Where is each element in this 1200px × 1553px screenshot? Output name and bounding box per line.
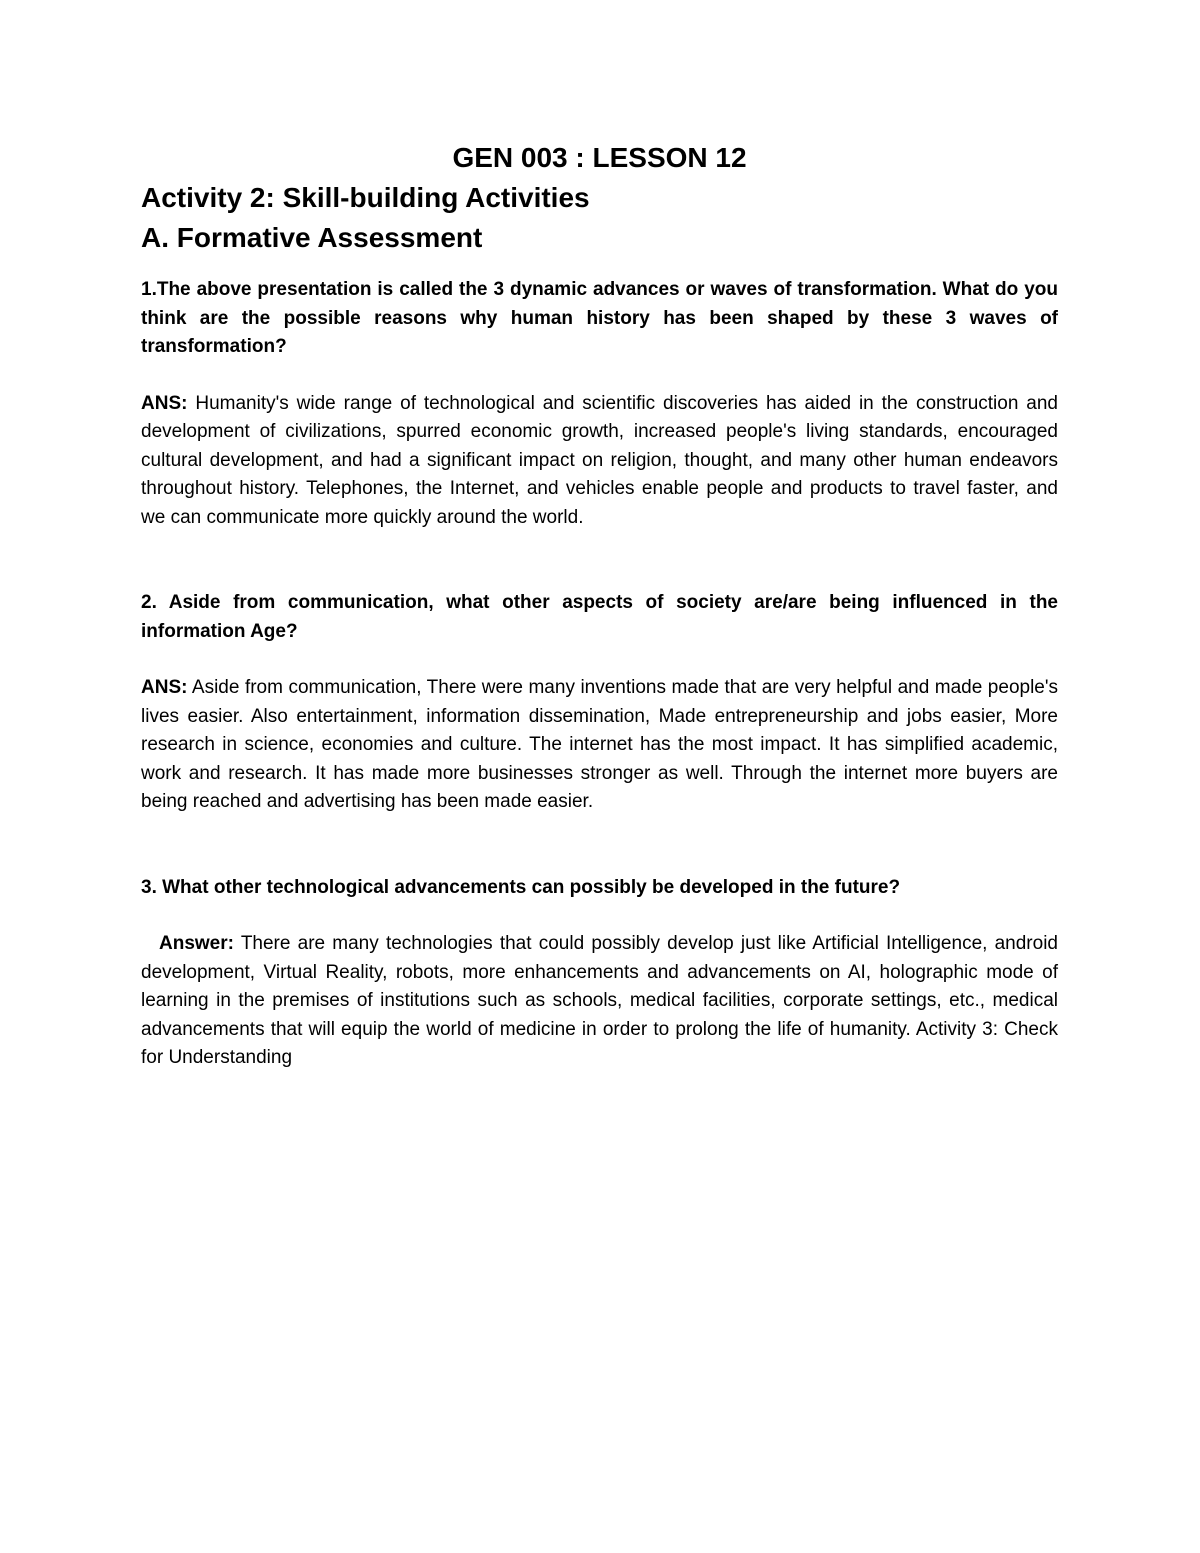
answer-1-text: Humanity's wide range of technological and scientific discoveries has aided in the construction and development of civilizations, spurred economic growth, increased people's living standards, encouraged cultural development, and had a significant impact on religion, thought, and many other human endeavors throughout history. Telephones, the Internet, and vehicles enable people and products to travel faster, and we can communicate more quickly around the world. [141,392,1058,528]
answer-1 [141,390,1058,533]
answer-1-label: ANS: [141,392,188,414]
page-title: GEN 003 : LESSON 12 [452,142,747,173]
activity-heading: Activity 2: Skill-building Activities [141,182,590,213]
answer-3 [141,930,1058,1073]
question-2: 2. Aside from communication, what other aspects of society are/are being influenced in the information Age? [141,592,1058,642]
answer-3-label: Answer: [159,933,234,954]
section-heading: A. Formative Assessment [141,222,483,253]
document-content [141,138,1058,1073]
answer-2 [141,674,1058,817]
question-3: 3. What other technological advancements can possibly be developed in the future? [141,876,901,898]
answer-3-text: There are many technologies that could possibly develop just like Artificial Intelligence, android development, Virtual Reality, robots, more enhancements and advancements on AI, holographic mode of learning in the premises of institutions such as schools, medical facilities, corporate settings, etc., medical advancements that will equip the world of medicine in order to prolong the life of humanity. Activity 3: Check for Understanding [141,933,1058,1068]
answer-2-text: Aside from communication, There were many inventions made that are very helpful and made people's lives easier. Also entertainment, information dissemination, Made entrepreneurship and jobs easier, More research in science, economies and culture. The internet has the most impact. It has simplified academic, work and research. It has made more businesses stronger as well. Through the internet more buyers are being reached and advertising has been made easier. [141,677,1058,812]
question-1: 1.The above presentation is called the 3 dynamic advances or waves of transformation. What do you think are the possible reasons why human history has been shaped by these 3 waves of transformation? [141,279,1058,357]
answer-2-label: ANS: [141,677,188,698]
